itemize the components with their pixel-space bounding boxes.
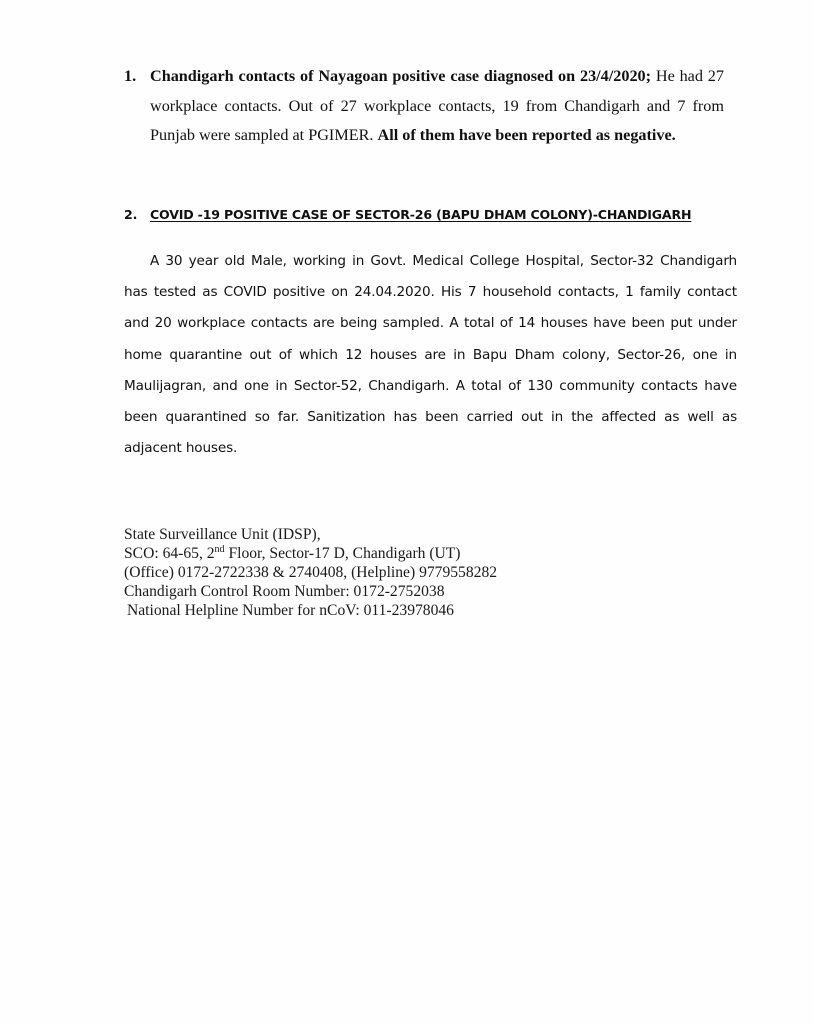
address-superscript: nd: [214, 543, 225, 555]
item1-heading: Chandigarh contacts of Nayagoan positive case diagnosed on 23/4/2020;: [150, 67, 652, 85]
paragraph-line: has tested as COVID positive on 24.04.2020. His 7 household contacts, 1 family contact: [124, 284, 737, 301]
contact-address: [124, 544, 497, 563]
paragraph-line: and 20 workplace contacts are being sampled. A total of 14 houses have been put under: [124, 315, 737, 332]
contact-block: [124, 525, 497, 620]
case-paragraph: [124, 246, 737, 464]
section-title: COVID -19 POSITIVE CASE OF SECTOR-26 (BAPU DHAM COLONY)-CHANDIGARH: [150, 207, 692, 222]
paragraph-line: home quarantine out of which 12 houses are in Bapu Dham colony, Sector-26, one in: [124, 346, 737, 363]
contact-control-room: Chandigarh Control Room Number: 0172-2752038: [124, 583, 445, 600]
paragraph-line: Maulijagran, and one in Sector-52, Chandigarh. A total of 130 community contacts have: [124, 377, 737, 394]
contact-phones: (Office) 0172-2722338 & 2740408, (Helpline) 9779558282: [124, 564, 498, 581]
paragraph-line: A 30 year old Male, working in Govt. Medical College Hospital, Sector-32 Chandigarh: [150, 253, 737, 269]
contact-unit: State Surveillance Unit (IDSP),: [124, 526, 321, 543]
address-part: Floor, Sector-17 D, Chandigarh (UT): [224, 545, 461, 562]
list-item-1-text: [124, 62, 724, 151]
paragraph-line: adjacent houses.: [124, 440, 238, 457]
list-number: 1.: [124, 67, 137, 85]
paragraph-line: been quarantined so far. Sanitization has been carried out in the affected as well as: [124, 409, 737, 426]
list-item-1: [124, 62, 724, 151]
item1-conclusion: All of them have been reported as negative.: [377, 126, 676, 144]
address-part: SCO: 64-65, 2: [124, 545, 215, 562]
list-number: 2.: [124, 207, 138, 222]
contact-national-helpline: National Helpline Number for nCoV: 011-23978046: [127, 602, 454, 619]
item1-body: He had 27 workplace contacts. Out of 27 workplace contacts, 19 from Chandigarh and 7 from Punjab were sampled at PGIMER.: [150, 67, 724, 144]
list-item-2-heading: [124, 207, 691, 222]
